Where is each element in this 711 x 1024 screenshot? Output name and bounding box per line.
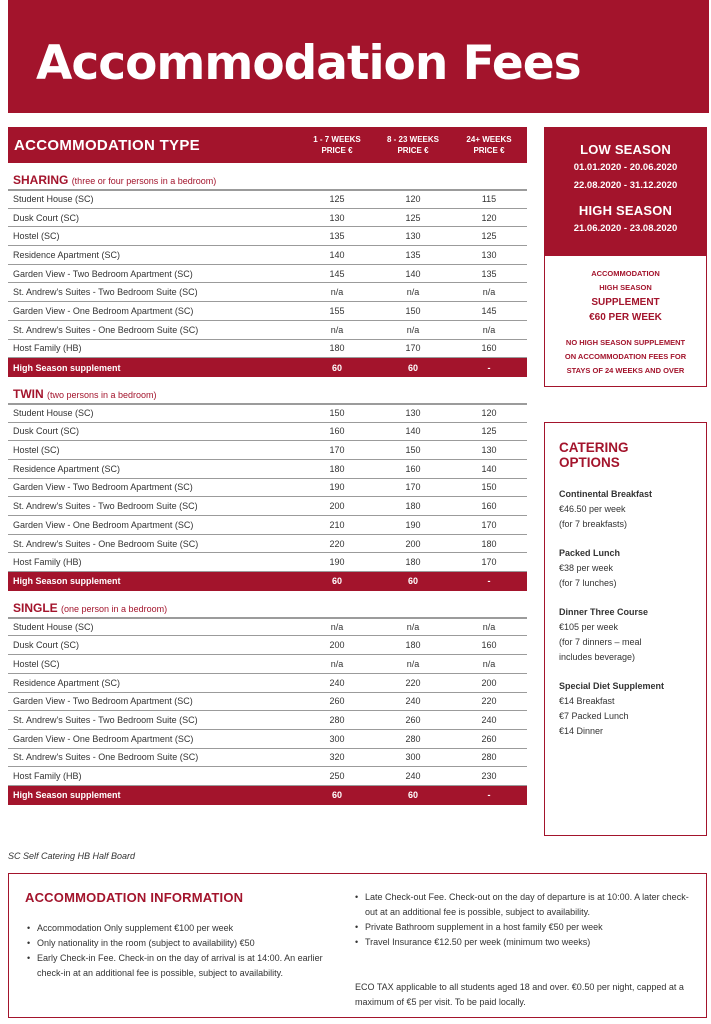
row-label: Garden View - Two Bedroom Apartment (SC): [13, 696, 193, 707]
price-cell: 130: [329, 212, 345, 223]
price-cell: 200: [481, 677, 497, 688]
supplement-row: [8, 572, 527, 591]
price-cell: 190: [405, 519, 421, 530]
price-cell: 180: [405, 557, 421, 568]
price-cell: 240: [405, 696, 421, 707]
price-cell: 130: [405, 231, 421, 242]
price-cell: 260: [405, 715, 421, 726]
price-cell: 135: [481, 268, 497, 279]
catering-item: Continental Breakfast €46.50 per week (for 7 breakfasts): [559, 489, 653, 529]
price-cell: 300: [329, 733, 345, 744]
low-season-title: LOW SEASON: [580, 142, 671, 157]
row-label: St. Andrew's Suites - Two Bedroom Suite (SC): [13, 501, 198, 512]
price-cell: 140: [405, 268, 421, 279]
info-item: • Accommodation Only supplement €100 per week: [25, 921, 331, 936]
row-label: Hostel (SC): [13, 658, 60, 669]
price-cell: n/a: [406, 287, 420, 298]
high-season-dates: 21.06.2020 - 23.08.2020: [573, 223, 678, 234]
price-cell: 160: [481, 501, 497, 512]
price-cell: n/a: [330, 324, 344, 335]
accommodation-info-box: [8, 873, 707, 1018]
header-banner: [8, 0, 709, 113]
price-cell: n/a: [330, 287, 344, 298]
row-label: Garden View - Two Bedroom Apartment (SC): [13, 482, 193, 493]
table-row: [8, 190, 527, 209]
price-cell: 240: [481, 715, 497, 726]
catering-item: Special Diet Supplement €14 Breakfast €7 Packed Lunch €14 Dinner: [559, 681, 665, 736]
row-label: Hostel (SC): [13, 445, 60, 456]
row-label: Student House (SC): [13, 408, 94, 419]
price-cell: 170: [481, 519, 497, 530]
price-cell: 200: [405, 538, 421, 549]
table-row: [8, 730, 527, 749]
table-row: [8, 423, 527, 442]
section-twin: [8, 377, 527, 591]
price-cell: 125: [329, 194, 345, 205]
table-row: [8, 674, 527, 693]
row-label: Residence Apartment (SC): [13, 463, 121, 474]
price-cell: 140: [481, 463, 497, 474]
table-row: [8, 767, 527, 786]
table-row: [8, 479, 527, 498]
section-title: TWIN (two persons in a bedroom): [13, 386, 157, 401]
price-cell: 125: [405, 212, 421, 223]
row-label: Residence Apartment (SC): [13, 249, 121, 260]
table-row: [8, 749, 527, 768]
table-row: [8, 302, 527, 321]
price-cell: 200: [329, 501, 345, 512]
table-row: [8, 265, 527, 284]
price-cell: 180: [405, 640, 421, 651]
price-cell: 220: [405, 677, 421, 688]
price-cell: 190: [329, 482, 345, 493]
row-label: St. Andrew's Suites - One Bedroom Suite (SC): [13, 752, 199, 763]
price-cell: 145: [329, 268, 345, 279]
price-cell: 200: [329, 640, 345, 651]
info-title: ACCOMMODATION INFORMATION: [25, 890, 244, 905]
info-item: • Late Check-out Fee. Check-out on the day of departure is at 10:00. A later check-out at an additional fee is possible, subject to availability.: [353, 890, 693, 920]
row-label: Dusk Court (SC): [13, 426, 80, 437]
supplement-row: [8, 786, 527, 805]
row-label: Garden View - Two Bedroom Apartment (SC): [13, 268, 193, 279]
row-label: Garden View - One Bedroom Apartment (SC): [13, 733, 194, 744]
supplement-row: [8, 358, 527, 377]
table-row: [8, 693, 527, 712]
price-cell: 135: [405, 249, 421, 260]
price-cell: 130: [405, 408, 421, 419]
price-cell: 170: [405, 343, 421, 354]
price-cell: -: [487, 362, 491, 373]
price-cell: n/a: [482, 622, 496, 633]
price-cell: 210: [329, 519, 345, 530]
price-cell: 220: [481, 696, 497, 707]
col-header: 24+ WEEKS PRICE €: [466, 135, 512, 155]
row-label: St. Andrew's Suites - Two Bedroom Suite (SC): [13, 287, 198, 298]
price-cell: 160: [329, 426, 345, 437]
info-list-left: [25, 921, 331, 981]
price-cell: 280: [329, 715, 345, 726]
catering-title: CATERING OPTIONS: [559, 440, 629, 470]
price-cell: 60: [407, 790, 418, 801]
info-item: • Only nationality in the room (subject to availability) €50: [25, 936, 331, 951]
fees-table: [8, 127, 527, 805]
price-cell: 120: [405, 194, 421, 205]
price-cell: 220: [329, 538, 345, 549]
table-row: [8, 535, 527, 554]
price-cell: 150: [405, 445, 421, 456]
price-cell: 300: [405, 752, 421, 763]
table-header: [8, 127, 527, 163]
price-cell: 170: [405, 482, 421, 493]
row-label: High Season supplement: [13, 362, 121, 373]
price-cell: 250: [329, 771, 345, 782]
row-label: Dusk Court (SC): [13, 640, 80, 651]
info-list-right: [353, 890, 693, 950]
price-cell: 190: [329, 557, 345, 568]
table-row: [8, 209, 527, 228]
price-cell: 115: [481, 194, 497, 205]
price-cell: -: [487, 576, 491, 587]
table-row: [8, 404, 527, 423]
price-cell: 320: [329, 752, 345, 763]
price-cell: n/a: [482, 324, 496, 335]
table-row: [8, 618, 527, 637]
row-label: St. Andrew's Suites - Two Bedroom Suite (SC): [13, 715, 198, 726]
col-header: 1 - 7 WEEKS PRICE €: [313, 135, 361, 155]
col-header: 8 - 23 WEEKS PRICE €: [386, 135, 439, 155]
section-single: [8, 591, 527, 805]
table-row: [8, 655, 527, 674]
info-item: • Early Check-in Fee. Check-in on the day of arrival is at 14:00. An earlier check-in at an additional fee is possible, subject to availability.: [25, 951, 331, 981]
table-row: [8, 227, 527, 246]
price-cell: 120: [481, 408, 497, 419]
type-header: ACCOMMODATION TYPE: [14, 136, 200, 154]
footnote: SC Self Catering HB Half Board: [8, 851, 136, 861]
price-cell: 150: [329, 408, 345, 419]
catering-item: Packed Lunch €38 per week (for 7 lunches): [559, 548, 621, 588]
price-cell: 140: [405, 426, 421, 437]
price-cell: 170: [329, 445, 345, 456]
season-box: [544, 127, 707, 387]
price-cell: 280: [481, 752, 497, 763]
price-cell: n/a: [406, 658, 420, 669]
price-cell: 180: [481, 538, 497, 549]
row-label: High Season supplement: [13, 576, 121, 587]
price-cell: 60: [331, 576, 342, 587]
row-label: Student House (SC): [13, 194, 94, 205]
price-cell: 125: [481, 231, 497, 242]
low-season-dates: 01.01.2020 - 20.06.2020: [573, 162, 678, 173]
row-label: Garden View - One Bedroom Apartment (SC): [13, 305, 194, 316]
row-label: Garden View - One Bedroom Apartment (SC): [13, 519, 194, 530]
table-row: [8, 516, 527, 535]
high-season-title: HIGH SEASON: [578, 203, 673, 218]
row-label: Host Family (HB): [13, 557, 82, 568]
price-cell: n/a: [330, 622, 344, 633]
row-label: Student House (SC): [13, 622, 94, 633]
price-cell: 130: [481, 249, 497, 260]
row-label: High Season supplement: [13, 790, 121, 801]
price-cell: 170: [481, 557, 497, 568]
section-title: SHARING (three or four persons in a bedroom): [13, 173, 217, 187]
table-row: [8, 636, 527, 655]
table-row: [8, 340, 527, 359]
row-label: Dusk Court (SC): [13, 212, 80, 223]
price-cell: 140: [329, 249, 345, 260]
season-dates: [545, 128, 706, 256]
low-season-dates: 22.08.2020 - 31.12.2020: [573, 180, 678, 191]
price-cell: 60: [407, 362, 418, 373]
table-row: [8, 246, 527, 265]
table-row: [8, 553, 527, 572]
price-cell: 135: [329, 231, 345, 242]
price-cell: n/a: [482, 658, 496, 669]
table-row: [8, 321, 527, 340]
catering-box: [544, 422, 707, 836]
price-cell: 60: [407, 576, 418, 587]
price-cell: 260: [329, 696, 345, 707]
price-cell: 120: [481, 212, 497, 223]
section-sharing: [8, 163, 527, 377]
row-label: Residence Apartment (SC): [13, 677, 121, 688]
price-cell: 145: [481, 305, 497, 316]
section-title: SINGLE (one person in a bedroom): [13, 600, 168, 615]
price-cell: 150: [405, 305, 421, 316]
price-cell: 125: [481, 426, 497, 437]
price-cell: n/a: [482, 287, 496, 298]
price-cell: 60: [331, 790, 342, 801]
price-cell: 60: [331, 362, 342, 373]
price-cell: 160: [405, 463, 421, 474]
price-cell: n/a: [406, 622, 420, 633]
table-row: [8, 497, 527, 516]
table-row: [8, 460, 527, 479]
price-cell: 130: [481, 445, 497, 456]
price-cell: 280: [405, 733, 421, 744]
price-cell: 160: [481, 640, 497, 651]
price-cell: n/a: [330, 658, 344, 669]
row-label: St. Andrew's Suites - One Bedroom Suite (SC): [13, 538, 199, 549]
row-label: Hostel (SC): [13, 231, 60, 242]
eco-tax-note: ECO TAX applicable to all students aged 18 and over. €0.50 per night, capped at a maximum of €5 per visit. To be paid locally.: [355, 982, 684, 1007]
price-cell: -: [487, 790, 491, 801]
price-cell: 180: [329, 343, 345, 354]
price-cell: 260: [481, 733, 497, 744]
price-cell: 240: [405, 771, 421, 782]
price-cell: n/a: [406, 324, 420, 335]
price-cell: 230: [481, 771, 497, 782]
price-cell: 150: [481, 482, 497, 493]
price-cell: 155: [329, 305, 345, 316]
supplement-info: ACCOMMODATION HIGH SEASON SUPPLEMENT €60 PER WEEK NO HIGH SEASON SUPPLEMENT ON ACCOMMODATION FEES FOR STAYS OF 24 WEEKS AND OVER: [564, 269, 687, 375]
price-cell: 240: [329, 677, 345, 688]
table-row: [8, 711, 527, 730]
table-row: [8, 283, 527, 302]
table-row: [8, 441, 527, 460]
info-item: • Private Bathroom supplement in a host family €50 per week: [353, 920, 693, 935]
price-cell: 180: [329, 463, 345, 474]
info-item: • Travel Insurance €12.50 per week (minimum two weeks): [353, 935, 693, 950]
price-cell: 160: [481, 343, 497, 354]
price-cell: 180: [405, 501, 421, 512]
row-label: St. Andrew's Suites - One Bedroom Suite (SC): [13, 324, 199, 335]
row-label: Host Family (HB): [13, 771, 82, 782]
row-label: Host Family (HB): [13, 343, 82, 354]
catering-item: Dinner Three Course €105 per week (for 7 dinners – meal includes beverage): [559, 607, 649, 662]
page-title: Accommodation Fees: [36, 36, 581, 91]
